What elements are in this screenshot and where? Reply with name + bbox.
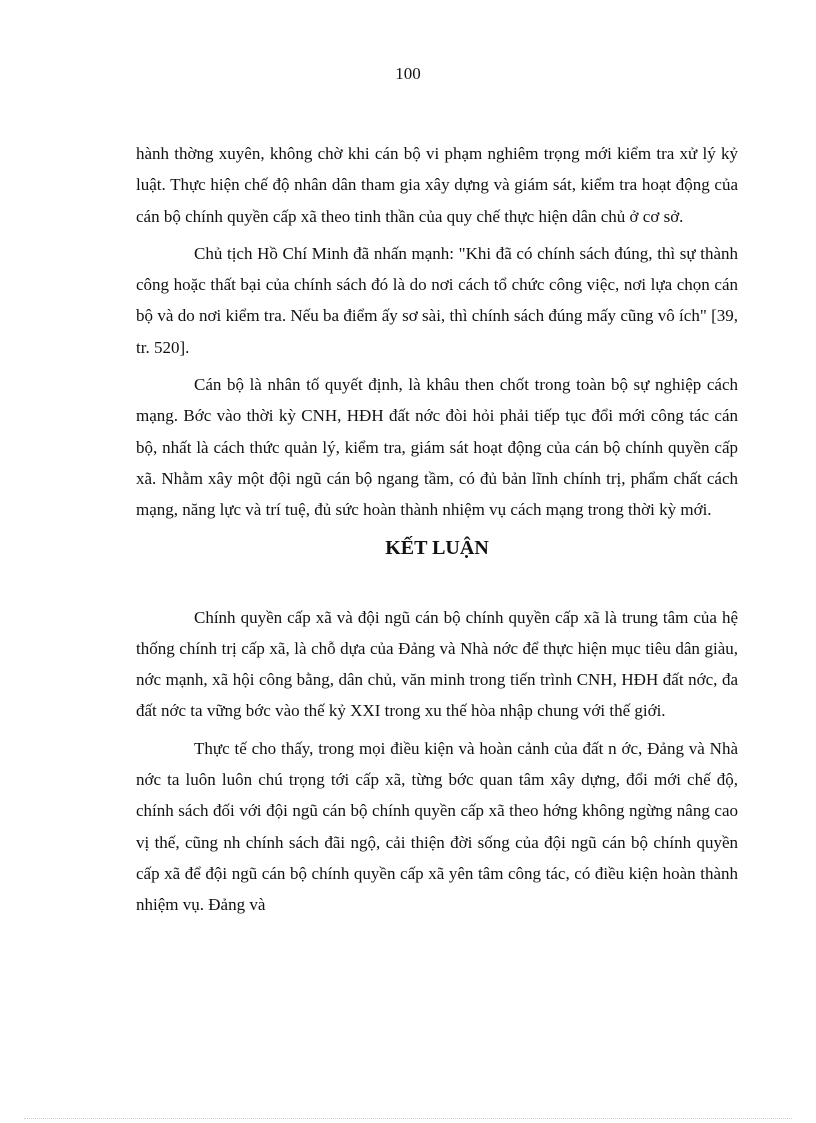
paragraph-after-1: Chính quyền cấp xã và đội ngũ cán bộ chính quyền cấp xã là trung tâm của hệ thống chính trị cấp xã, là chỗ dựa của Đảng và Nhà nớc để thực hiện mục tiêu dân giàu, nớc mạnh, xã hội công bằng, dân chủ, văn minh trong tiến trình CNH, HĐH đất nớc, đa đất nớc ta vững bớc vào thế kỷ XXI trong xu thế hòa nhập chung với thế giới. [136,607,738,721]
page-number: 100 [395,64,421,83]
document-body [136,138,738,927]
paragraph-before-3: Cán bộ là nhân tố quyết định, là khâu then chốt trong toàn bộ sự nghiệp cách mạng. Bớc vào thời kỳ CNH, HĐH đất nớc đòi hỏi phải tiếp tục đổi mới công tác cán bộ, nhất là cách thức quản lý, kiểm tra, giám sát hoạt động của cán bộ chính quyền cấp xã. Nhằm xây một đội ngũ cán bộ ngang tầm, có đủ bản lĩnh chính trị, phẩm chất cách mạng, năng lực và trí tuệ, đủ sức hoàn thành nhiệm vụ cách mạng trong thời kỳ mới. [136,375,738,520]
section-title: KẾT LUẬN [385,536,489,559]
paragraph-after-2: Thực tế cho thấy, trong mọi điều kiện và hoàn cảnh của đất n ớc, Đảng và Nhà nớc ta luôn luôn chú trọng tới cấp xã, từng bớc quan tâm xây dựng, đổi mới chế độ, chính sách đối với đội ngũ cán bộ chính quyền cấp xã theo hớng không ngừng nâng cao vị thế, cũng nh chính sách đãi ngộ, cải thiện đời sống của đội ngũ cán bộ chính quyền cấp xã để đội ngũ cán bộ chính quyền cấp xã yên tâm công tác, có điều kiện hoàn thành nhiệm vụ. Đảng và [136,738,738,915]
paragraph-before-1: hành thờng xuyên, không chờ khi cán bộ vi phạm nghiêm trọng mới kiểm tra xử lý kỷ luật. Thực hiện chế độ nhân dân tham gia xây dựng và giám sát, kiểm tra hoạt động của cán bộ chính quyền cấp xã theo tinh thần của quy chế thực hiện dân chủ ở cơ sở. [136,144,738,226]
paragraph-before-2: Chủ tịch Hồ Chí Minh đã nhấn mạnh: "Khi đã có chính sách đúng, thì sự thành công hoặc thất bại của chính sách đó là do nơi cách tổ chức công việc, nơi lựa chọn cán bộ và do nơi kiểm tra. Nếu ba điểm ấy sơ sài, thì chính sách đúng mấy cũng vô ích" [39, tr. 520]. [136,243,738,357]
footer-divider [24,1118,792,1119]
